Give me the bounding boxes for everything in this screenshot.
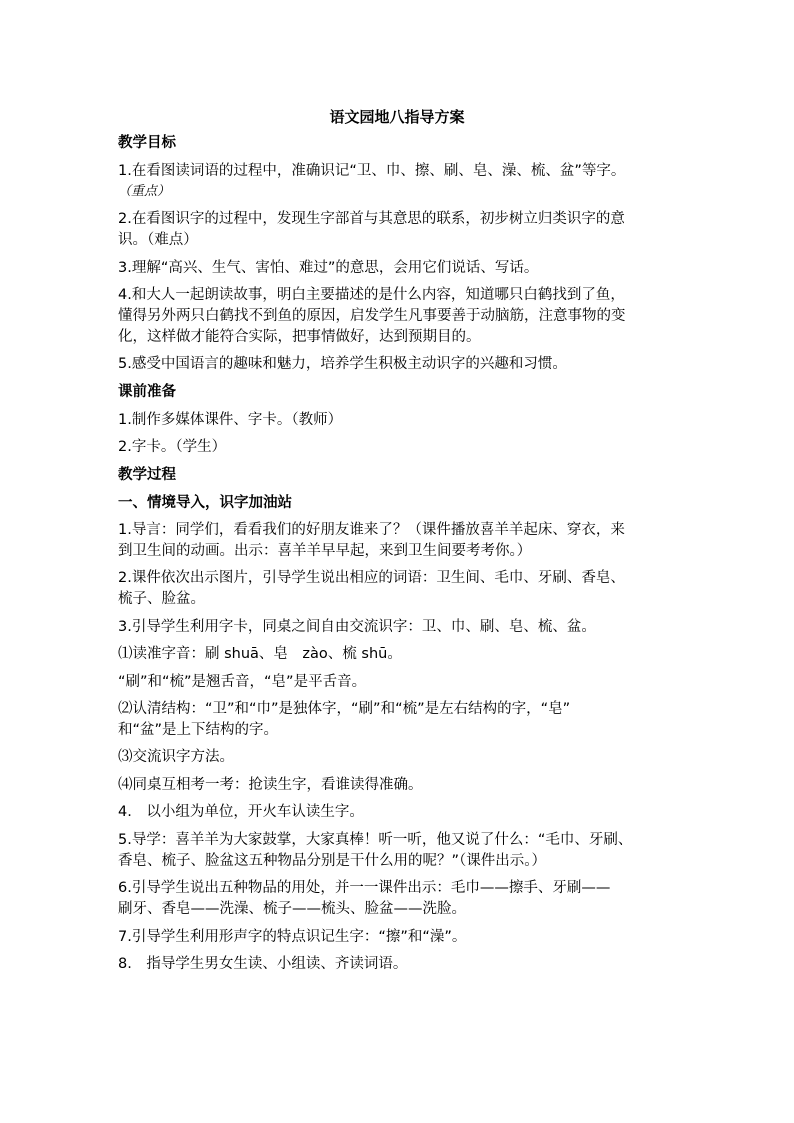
step-4: 4. 以小组为单位，开火车认读生字。 <box>118 804 364 820</box>
step-3-sub-2-line-2: 和“盆”是上下结构的字。 <box>118 722 279 738</box>
objective-1-line-2: （重点） <box>118 184 171 199</box>
step-6-line-2: 刷牙、香皂——洗澡、梳子——梳头、脸盆——洗脸。 <box>118 901 466 917</box>
objective-3: 3.理解“高兴、生气、害怕、难过”的意思，会用它们说话、写话。 <box>118 260 539 276</box>
subsection-heading-intro: 一、情境导入，识字加油站 <box>118 495 292 511</box>
step-6-line-1: 6.引导学生说出五种物品的用处，并一一课件出示：毛巾——擦手、牙刷—— <box>118 880 611 896</box>
step-3: 3.引导学生利用字卡，同桌之间自由交流识字：卫、巾、刷、皂、梳、盆。 <box>118 619 596 635</box>
step-5-line-1: 5.导学：喜羊羊为大家鼓掌，大家真棒！听一听，他又说了什么：“毛巾、牙刷、 <box>118 832 633 848</box>
step-2-line-1: 2.课件依次出示图片，引导学生说出相应的词语：卫生间、毛巾、牙刷、香皂、 <box>118 570 625 586</box>
document-title: 语文园地八指导方案 <box>329 108 465 126</box>
preparation-1: 1.制作多媒体课件、字卡。（教师） <box>118 412 343 428</box>
section-heading-objectives: 教学目标 <box>118 135 176 151</box>
section-heading-preparation: 课前准备 <box>118 384 176 400</box>
step-3-sub-1: ⑴读准字音：刷 shuā、皂 zào、梳 shū。 <box>118 646 402 662</box>
step-3-sub-2-line-1: ⑵认清结构：“卫”和“巾”是独体字，“刷”和“梳”是左右结构的字，“皂” <box>118 701 571 717</box>
step-3-sub-4: ⑷同桌互相考一考：抢读生字，看谁读得准确。 <box>118 777 423 793</box>
step-2-line-2: 梳子、脸盆。 <box>118 591 205 607</box>
step-1-line-2: 到卫生间的动画。出示：喜羊羊早早起，来到卫生间要考考你。） <box>118 543 532 559</box>
objective-4-line-1: 4.和大人一起朗读故事，明白主要描述的是什么内容，知道哪只白鹤找到了鱼， <box>118 287 625 303</box>
objective-1-line-1: 1.在看图读词语的过程中，准确识记“卫、巾、擦、刷、皂、澡、梳、盆”等字。 <box>118 163 626 179</box>
step-1-line-1: 1.导言：同学们，看看我们的好朋友谁来了？（课件播放喜羊羊起床、穿衣，来 <box>118 522 625 538</box>
step-3-sub-1-note: “刷”和“梳”是翘舌音，“皂”是平舌音。 <box>118 674 367 690</box>
objective-2-line-2: 识。（难点） <box>118 232 198 248</box>
objective-2-line-1: 2.在看图识字的过程中，发现生字部首与其意思的联系，初步树立归类识字的意 <box>118 211 625 227</box>
step-3-sub-3: ⑶交流识字方法。 <box>118 749 234 765</box>
objective-5: 5.感受中国语言的趣味和魅力，培养学生积极主动识字的兴趣和习惯。 <box>118 356 567 372</box>
preparation-2: 2.字卡。（学生） <box>118 439 227 455</box>
step-5-line-2: 香皂、梳子、脸盆这五种物品分别是干什么用的呢？”（课件出示。） <box>118 853 547 869</box>
section-heading-process: 教学过程 <box>118 467 176 483</box>
objective-4-line-3: 化，这样做才能符合实际，把事情做好，达到预期目的。 <box>118 329 481 345</box>
step-8: 8. 指导学生男女生读、小组读、齐读词语。 <box>118 956 408 972</box>
objective-4-line-2: 懂得另外两只白鹤找不到鱼的原因，启发学生凡事要善于动脑筋，注意事物的变 <box>118 308 626 324</box>
step-7: 7.引导学生利用形声字的特点识记生字：“擦”和“澡”。 <box>118 929 467 945</box>
